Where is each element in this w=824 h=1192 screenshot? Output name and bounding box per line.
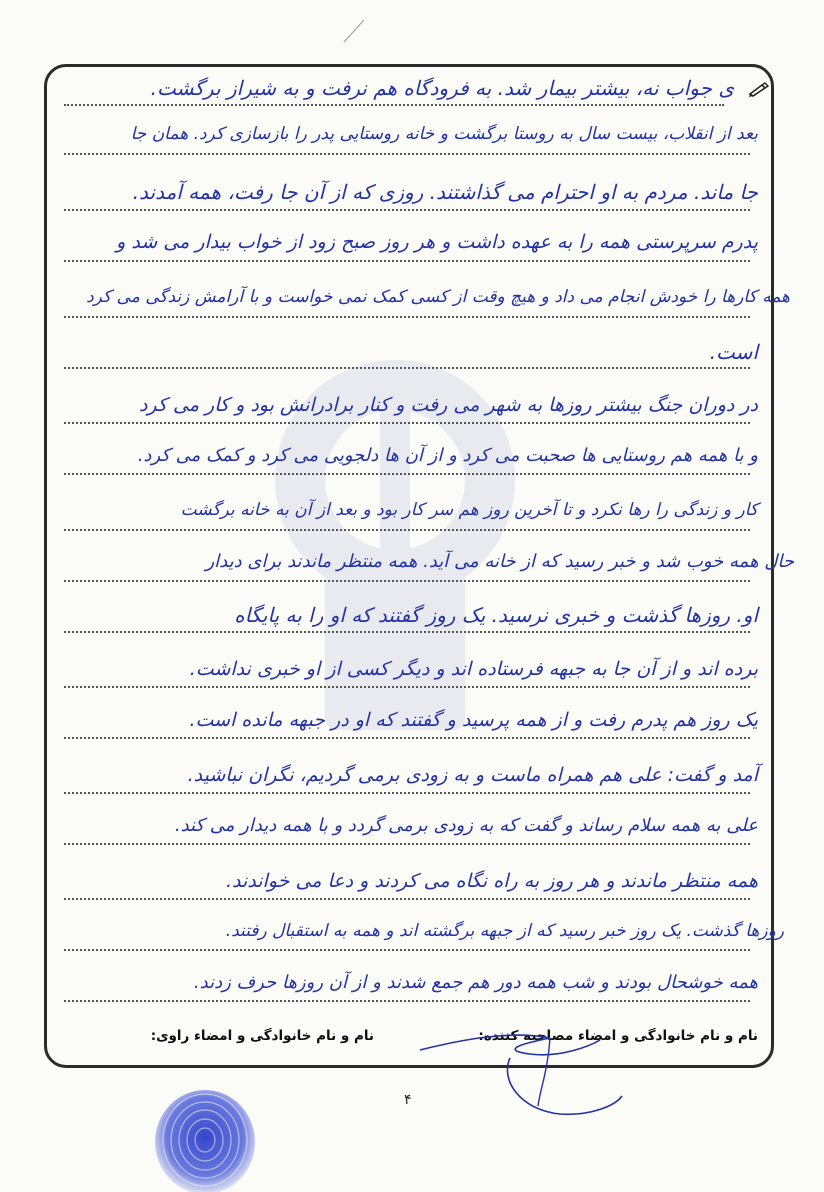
handwritten-line: پدرم سرپرستی همه را به عهده داشت و هر روز صبح زود از خواب بیدار می شد و bbox=[116, 231, 758, 253]
handwritten-line: بعد از انقلاب، بیست سال به روستا برگشت و خانه روستایی پدر را بازسازی کرد. همان جا bbox=[130, 124, 758, 144]
ruled-line bbox=[64, 686, 750, 688]
ruled-line bbox=[64, 529, 750, 531]
ruled-line bbox=[64, 209, 750, 211]
handwritten-line: روزها گذشت. یک روز خبر رسید که از جبهه برگشته اند و همه به استقبال رفتند. bbox=[225, 921, 784, 941]
page-number: ۴ bbox=[404, 1092, 412, 1108]
handwritten-line: جا ماند. مردم به او احترام می گذاشتند. روزی که از آن جا رفت، همه آمدند. bbox=[132, 180, 758, 204]
ruled-line bbox=[64, 316, 750, 318]
handwritten-line: است. bbox=[709, 340, 758, 364]
handwritten-line: در دوران جنگ بیشتر روزها به شهر می رفت و کنار برادرانش بود و کار می کرد bbox=[138, 394, 758, 416]
handwritten-line: برده اند و از آن جا به جبهه فرستاده اند و دیگر کسی از او خبری نداشت. bbox=[189, 658, 758, 680]
narrator-signature-label: نام و نام خانوادگی و امضاء راوی: bbox=[150, 1028, 374, 1044]
handwritten-line: او. روزها گذشت و خبری نرسید. یک روز گفتند که او را به پایگاه bbox=[234, 603, 758, 627]
ruled-line bbox=[64, 843, 750, 845]
handwritten-line: یک روز هم پدرم رفت و از همه پرسید و گفتند که او در جبهه مانده است. bbox=[189, 709, 758, 731]
handwritten-line: کار و زندگی را رها نکرد و تا آخرین روز هم سر کار بود و بعد از آن به خانه برگشت bbox=[180, 500, 758, 520]
handwritten-line: همه کارها را خودش انجام می داد و هیچ وقت از کسی کمک نمی خواست و با آرامش زندگی می کرد bbox=[86, 287, 790, 307]
handwritten-line: همه خوشحال بودند و شب همه دور هم جمع شدند و از آن روزها حرف زدند. bbox=[193, 972, 758, 993]
ruled-line bbox=[64, 367, 750, 369]
ruled-line bbox=[64, 898, 750, 900]
ruled-line bbox=[64, 631, 750, 633]
handwritten-line: علی به همه سلام رساند و گفت که به زودی برمی گردد و با همه دیدار می کند. bbox=[174, 815, 758, 836]
ruled-line bbox=[64, 473, 750, 475]
stray-pencil-mark bbox=[340, 16, 370, 46]
ruled-line bbox=[64, 792, 750, 794]
handwritten-line: آمد و گفت: علی هم همراه ماست و به زودی برمی گردیم، نگران نباشید. bbox=[187, 764, 758, 786]
handwritten-signature bbox=[400, 1010, 640, 1130]
ruled-line bbox=[64, 580, 750, 582]
handwritten-line: و با همه هم روستایی ها صحبت می کرد و از آن ها دلجویی می کرد و کمک می کرد. bbox=[137, 445, 758, 466]
handwritten-line: همه منتظر ماندند و هر روز به راه نگاه می کردند و دعا می خواندند. bbox=[226, 870, 758, 892]
fingerprint-stamp bbox=[150, 1080, 260, 1192]
ruled-line bbox=[64, 153, 750, 155]
ruled-line bbox=[64, 104, 724, 106]
handwritten-line: حال همه خوب شد و خبر رسید که از خانه می آید. همه منتظر ماندند برای دیدار bbox=[205, 551, 794, 572]
handwritten-line: ی جواب نه، بیشتر بیمار شد. به فرودگاه هم نرفت و به شیراز برگشت. bbox=[150, 76, 734, 100]
ruled-line bbox=[64, 737, 750, 739]
interviewer-signature-label: نام و نام خانوادگی و امضاء مصاحبه کننده: bbox=[478, 1028, 758, 1044]
ruled-line bbox=[64, 949, 750, 951]
pen-writing-icon bbox=[748, 82, 770, 98]
ruled-line bbox=[64, 260, 750, 262]
ruled-line bbox=[64, 422, 750, 424]
ruled-line bbox=[64, 1000, 750, 1002]
